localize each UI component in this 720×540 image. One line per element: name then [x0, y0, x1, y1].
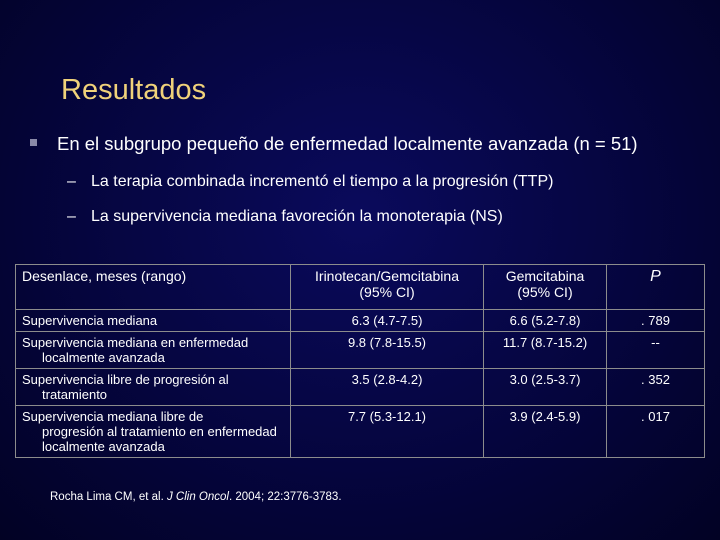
header-combo-line1: Irinotecan/Gemcitabina	[315, 268, 459, 284]
main-bullet-text: En el subgrupo pequeño de enfermedad localmente avanzada (n = 51)	[57, 133, 638, 154]
reference-authors: Rocha Lima CM, et al.	[50, 491, 164, 503]
sub-bullet-survival	[67, 208, 503, 226]
header-outcome: Desenlace, meses (rango)	[16, 265, 291, 310]
results-table	[15, 264, 705, 458]
header-mono	[484, 265, 607, 310]
row-mono: 3.0 (2.5-3.7)	[484, 369, 607, 406]
slide-title: Resultados	[61, 74, 207, 106]
row-combo: 6.3 (4.7-7.5)	[291, 310, 484, 332]
table-row	[16, 332, 705, 369]
row-label-rest: localmente avanzada	[42, 350, 165, 365]
row-p: . 789	[607, 310, 705, 332]
row-label-rest: progresión al tratamiento en enfermedad localmente avanzada	[42, 424, 277, 454]
row-p: . 017	[607, 406, 705, 458]
row-combo: 3.5 (2.8-4.2)	[291, 369, 484, 406]
row-mono: 11.7 (8.7-15.2)	[484, 332, 607, 369]
reference-journal: J Clin Oncol	[166, 491, 229, 503]
row-mono: 6.6 (5.2-7.8)	[484, 310, 607, 332]
main-bullet	[30, 133, 710, 155]
row-label-rest: tratamiento	[42, 387, 108, 402]
dash-bullet-icon: –	[67, 208, 76, 225]
header-mono-line2: (95% CI)	[517, 284, 573, 300]
row-combo: 7.7 (5.3-12.1)	[291, 406, 484, 458]
table-row	[16, 406, 705, 458]
table-row	[16, 310, 705, 332]
header-mono-line1: Gemcitabina	[505, 268, 585, 284]
table-row	[16, 369, 705, 406]
sub-bullet-text: La terapia combinada incrementó el tiempo a la progresión (TTP)	[91, 173, 554, 190]
row-label	[16, 369, 291, 406]
header-p: P	[607, 265, 705, 310]
row-p: . 352	[607, 369, 705, 406]
row-label	[16, 332, 291, 369]
reference-details: . 2004; 22:3776-3783.	[228, 491, 342, 503]
table-header-row	[16, 265, 705, 310]
header-combo	[291, 265, 484, 310]
square-bullet-icon	[30, 139, 37, 146]
row-label	[16, 310, 291, 332]
sub-bullet-text: La supervivencia mediana favoreción la monoterapia (NS)	[91, 208, 503, 225]
header-combo-line2: (95% CI)	[359, 284, 415, 300]
dash-bullet-icon: –	[67, 173, 76, 190]
row-p: --	[607, 332, 705, 369]
row-label-line1: Supervivencia mediana libre de	[22, 409, 204, 424]
row-label-line1: Supervivencia libre de progresión al	[22, 372, 229, 387]
row-label	[16, 406, 291, 458]
row-label-line1: Supervivencia mediana	[22, 313, 158, 328]
row-mono: 3.9 (2.4-5.9)	[484, 406, 607, 458]
sub-bullet-ttp	[67, 173, 553, 191]
row-label-line1: Supervivencia mediana en enfermedad	[22, 335, 249, 350]
row-combo: 9.8 (7.8-15.5)	[291, 332, 484, 369]
reference-citation	[50, 491, 342, 503]
